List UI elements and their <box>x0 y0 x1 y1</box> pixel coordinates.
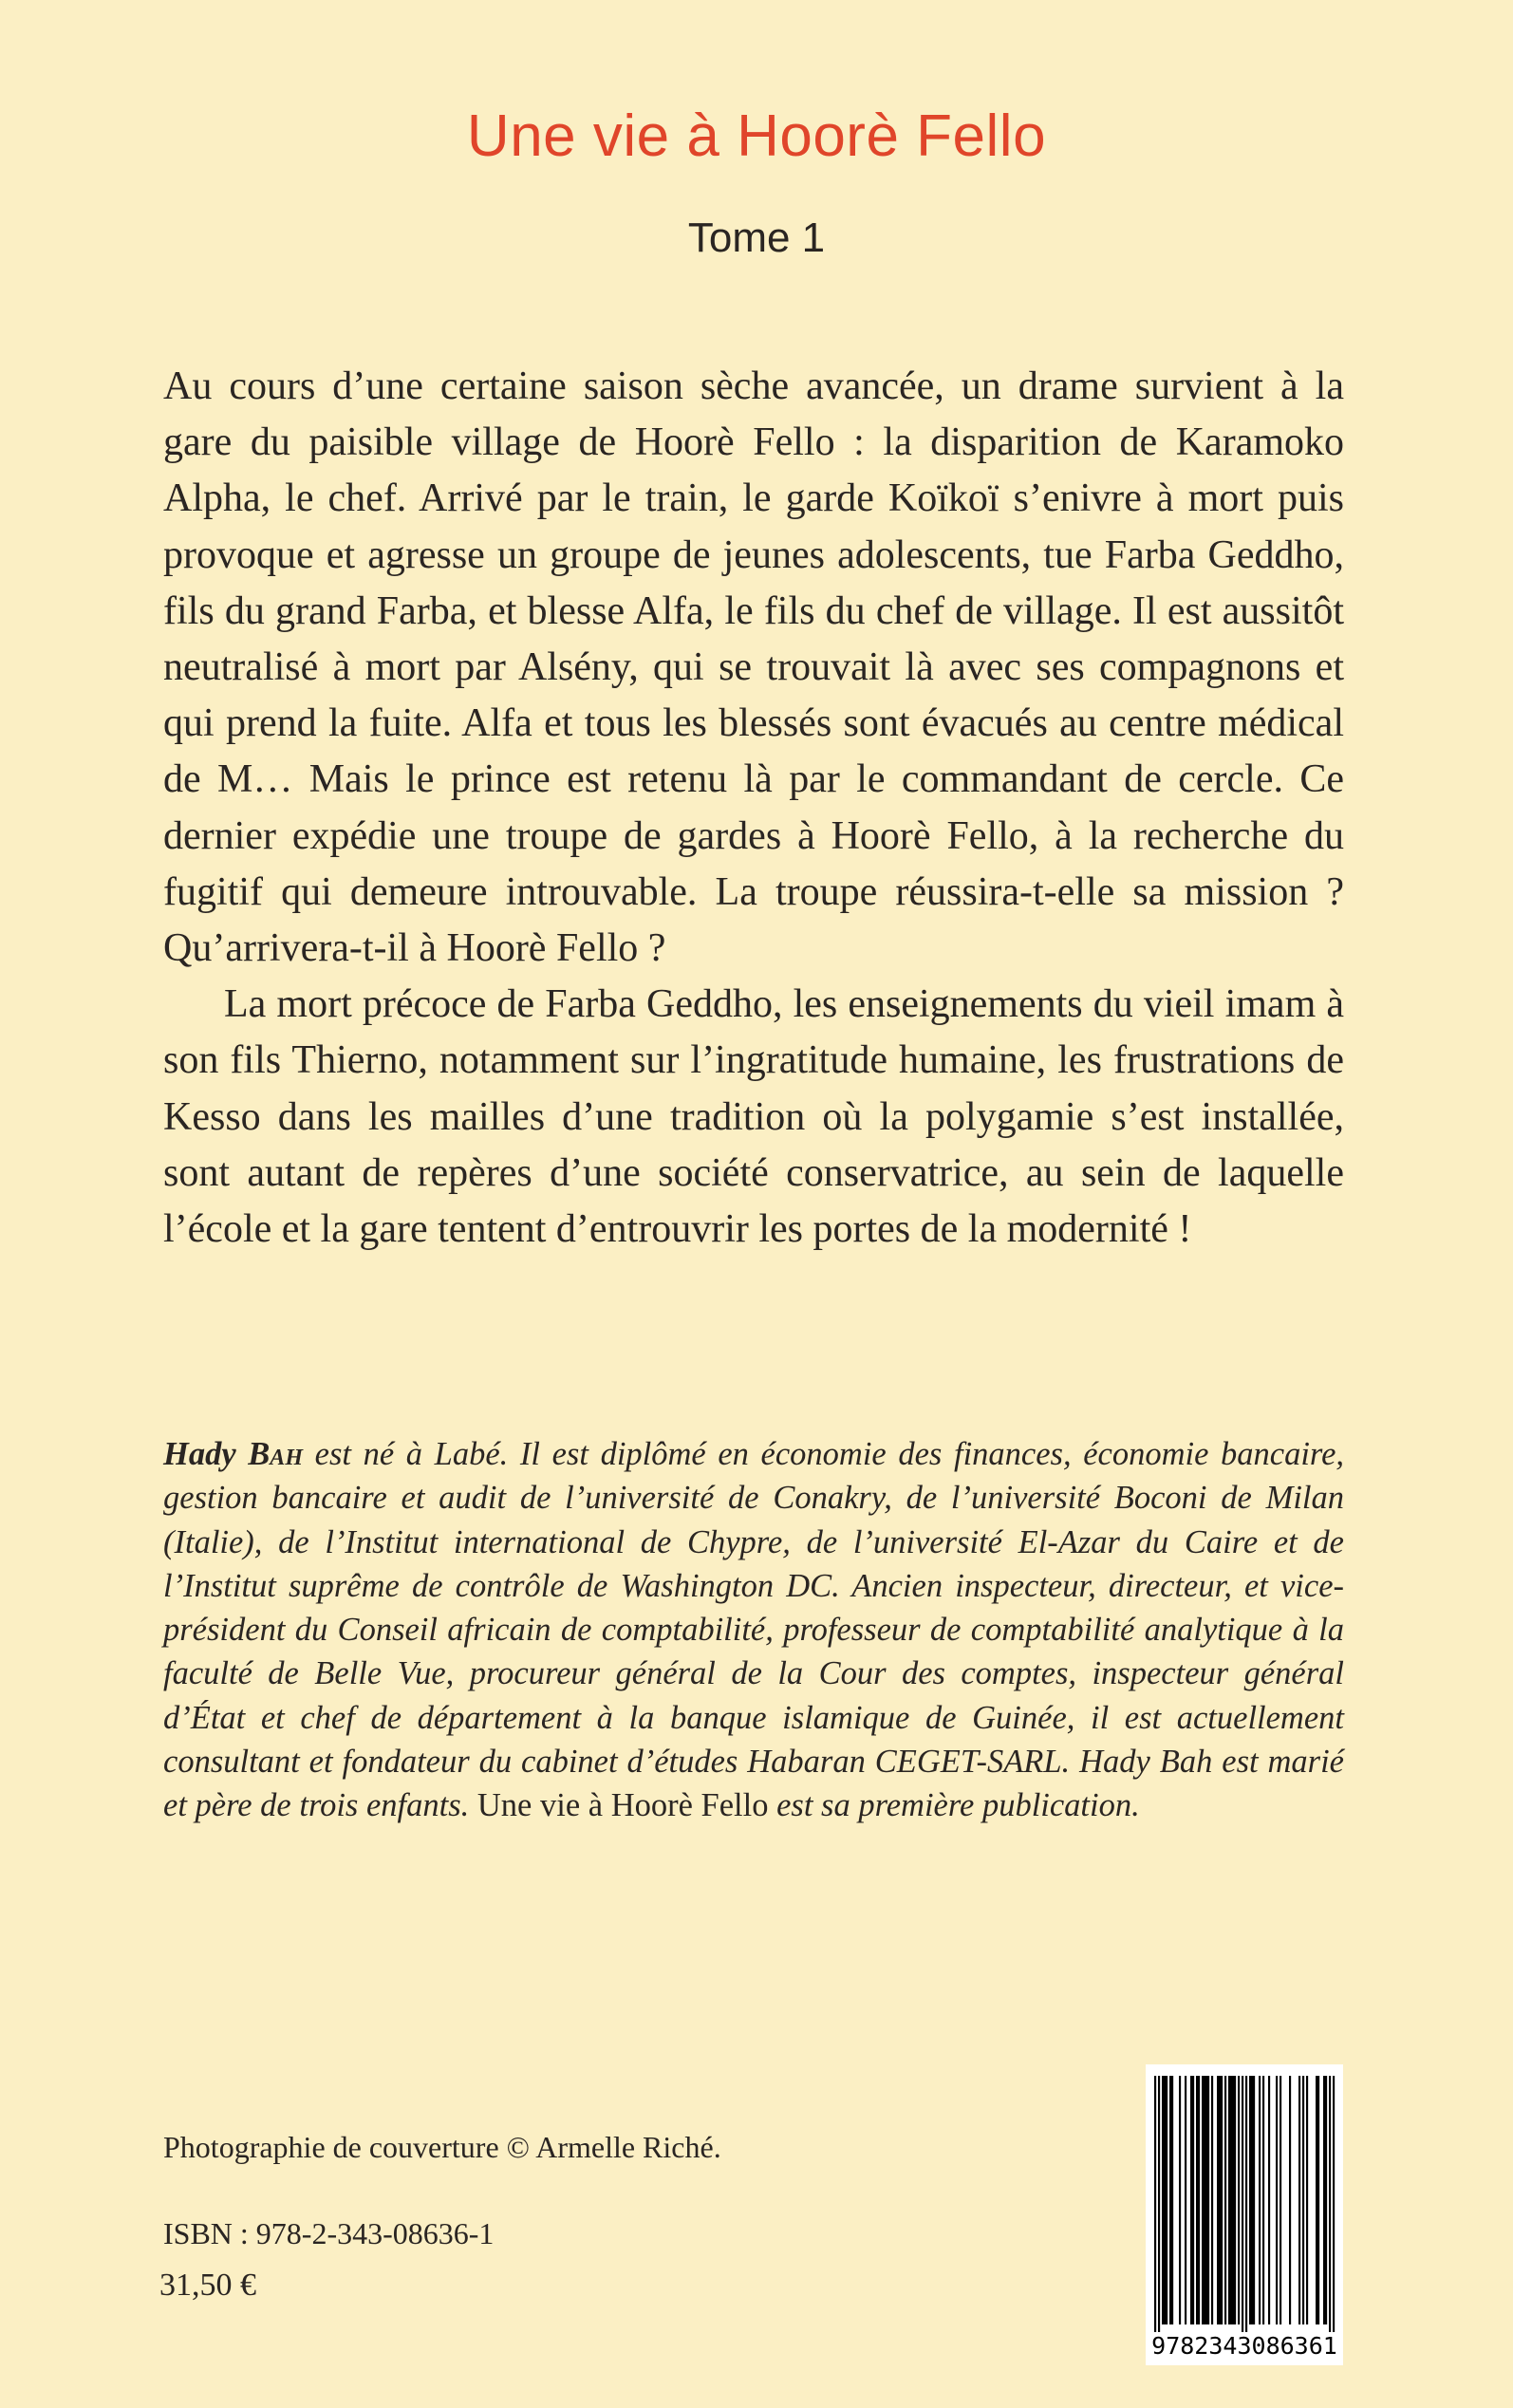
photo-credit: Photographie de couverture © Armelle Riché. <box>163 2130 721 2164</box>
book-subtitle: Tome 1 <box>687 215 826 261</box>
barcode-bar <box>1171 2076 1173 2324</box>
barcode <box>1146 2064 1343 2365</box>
barcode-bar <box>1217 2076 1219 2324</box>
blurb-paragraph-1: Au cours d’une certaine saison sèche avancée, un drame survient à la gare du paisible village de Hoorè Fello : la disparition de Karamoko Alpha, le chef. Arrivé par le train, le garde Koïkoï s’enivre à mort puis provoque et agresse un groupe de jeunes adolescents, tue Farba Geddho, fils du grand Farba, et blesse Alfa, le fils du chef de village. Il est aussitôt neutralisé à mort par Alsény, qui se trouvait là avec ses compagnons et qui prend la fuite. Alfa et tous les blessés sont évacués au centre médical de M… Mais le prince est retenu là par le commandant de cercle. Ce dernier expédie une troupe de gardes à Hoorè Fello, à la recherche du fugitif qui demeure introuvable. La troupe réussira-t-elle sa mission ? Qu’arrivera-t-il à Hoorè Fello ? <box>163 364 1344 971</box>
barcode-bar <box>1268 2076 1270 2324</box>
barcode-bar <box>1190 2076 1192 2324</box>
barcode-bar <box>1224 2076 1226 2324</box>
barcode-bar <box>1211 2076 1213 2324</box>
barcode-bar <box>1325 2076 1327 2324</box>
author-last-name: Bah <box>248 1436 303 1472</box>
barcode-bar <box>1245 2076 1247 2332</box>
barcode-bar <box>1317 2076 1319 2324</box>
barcode-bar <box>1249 2076 1251 2324</box>
barcode-bar <box>1221 2076 1223 2324</box>
barcode-bar <box>1259 2076 1261 2324</box>
barcode-bar <box>1154 2076 1156 2332</box>
barcode-bar <box>1234 2076 1236 2324</box>
barcode-graphic <box>1146 2064 1343 2365</box>
barcode-bar <box>1251 2076 1253 2324</box>
barcode-bar <box>1219 2076 1221 2324</box>
book-title: Une vie à Hoorè Fello <box>466 103 1047 169</box>
barcode-bar <box>1242 2076 1243 2332</box>
barcode-bar <box>1196 2076 1198 2324</box>
isbn: ISBN : 978-2-343-08636-1 <box>163 2216 495 2250</box>
barcode-bars <box>1154 2076 1335 2332</box>
barcode-bar <box>1169 2076 1171 2324</box>
barcode-bar <box>1329 2076 1331 2332</box>
barcode-bar <box>1232 2076 1234 2324</box>
author-first-name: Hady <box>163 1436 236 1472</box>
barcode-bar <box>1204 2076 1205 2324</box>
barcode-bar <box>1158 2076 1160 2332</box>
barcode-bar <box>1164 2076 1166 2324</box>
barcode-bar <box>1289 2076 1291 2324</box>
barcode-bar <box>1333 2076 1335 2332</box>
barcode-bar <box>1262 2076 1264 2324</box>
author-bio <box>163 1432 1344 1828</box>
barcode-bar <box>1238 2076 1240 2324</box>
barcode-bar <box>1162 2076 1164 2324</box>
barcode-bar <box>1253 2076 1255 2324</box>
barcode-bar <box>1205 2076 1207 2324</box>
author-bio-text: est né à Labé. Il est diplômé en économie des finances, économie bancaire, gestion bancaire et audit de l’université de Conakry, de l’université Boconi de Milan (Italie), de l’Institut international de Chypre, de l’université El-Azar du Caire et de l’Institut suprême de contrôle de Washington DC. Ancien inspecteur, directeur, et vice-président du Conseil africain de comptabilité, professeur de comptabilité analytique à la faculté de Belle Vue, procureur général de la Cour des comptes, inspecteur général d’État et chef de département à la banque islamique de Guinée, il est actuellement consultant et fondateur du cabinet d’études Habaran CEGET-SARL. Hady Bah est marié et père de trois enfants. <box>163 1436 1345 1824</box>
barcode-bar <box>1179 2076 1181 2324</box>
book-reference: Une vie à Hoorè Fello <box>476 1787 769 1824</box>
barcode-bar <box>1276 2076 1278 2324</box>
blurb-paragraph-2: La mort précoce de Farba Geddho, les enseignements du vieil imam à son fils Thierno, notamment sur l’ingratitude humaine, les frustrations de Kesso dans les mailles d’une tradition où la polygamie s’est installée, sont autant de repères d’une société conservatrice, au sein de laquelle l’école et la gare tentent d’entrouvrir les portes de la modernité ! <box>163 982 1344 1252</box>
barcode-bar <box>1185 2076 1186 2324</box>
barcode-bar <box>1316 2076 1317 2324</box>
barcode-digits: 9782343086361 <box>1151 2332 1337 2360</box>
barcode-bar <box>1228 2076 1230 2324</box>
barcode-bar <box>1323 2076 1325 2324</box>
barcode-bar <box>1230 2076 1232 2324</box>
back-cover-blurb <box>163 359 1344 1258</box>
barcode-bar <box>1306 2076 1308 2324</box>
barcode-bar <box>1207 2076 1209 2324</box>
price: 31,50 € <box>159 2268 256 2303</box>
barcode-bar <box>1198 2076 1200 2324</box>
barcode-bar <box>1280 2076 1281 2324</box>
barcode-bar <box>1298 2076 1300 2324</box>
barcode-bar <box>1302 2076 1304 2324</box>
barcode-bar <box>1166 2076 1167 2324</box>
author-bio-closing: est sa première publication. <box>776 1787 1140 1824</box>
barcode-bar <box>1192 2076 1194 2324</box>
barcode-bar <box>1202 2076 1204 2324</box>
